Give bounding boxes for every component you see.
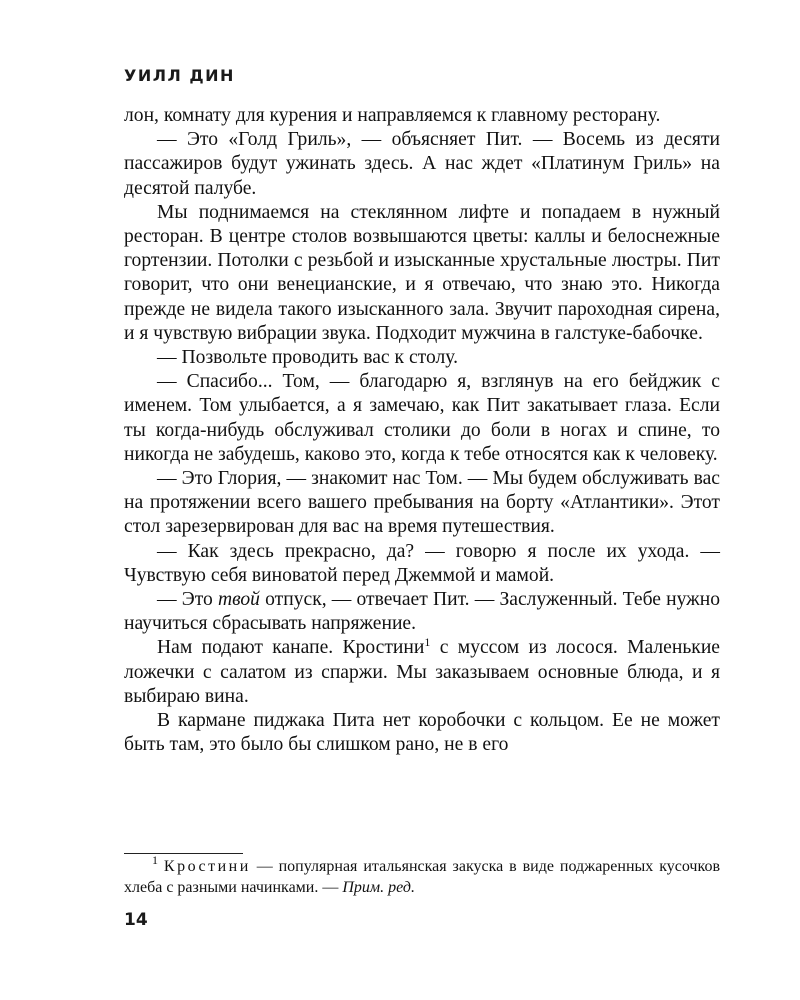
editor-note: Прим. ред. [342,878,415,896]
footnote-text: — популярная итальянская закуска в виде поджаренных кусочков хлеба с разными начинками. — [124,858,720,896]
paragraph-6: — Это Глория, — знакомит нас Том. — Мы будем обслуживать вас на протяжении всего вашего пребывания на борту «Атлантики». Этот стол зарезервирован для вас на время путешествия. [124,468,720,538]
paragraph-2: — Это «Голд Гриль», — объясняет Пит. — Восемь из десяти пассажиров будут ужинать здесь. А нас ждет «Платинум Гриль» на десятой палубе. [124,129,720,199]
paragraph-7: — Как здесь прекрасно, да? — говорю я после их ухода. — Чувствую себя виноватой перед Джеммой и мамой. [124,540,720,586]
footnote-divider [124,853,243,854]
p9-text-start: Нам подают канапе. Кростини [157,637,425,659]
paragraph-9 [124,636,720,709]
p8-emphasis: твой [217,589,260,611]
page-number: 14 [124,910,148,930]
footnote-reference: 1 [424,635,431,650]
p8-text-end: отпуск, — отвечает Пит. — Заслуженный. Тебе нужно научиться сбрасывать напряжение. [124,589,720,635]
p9-text-end: с муссом из лосося. Маленькие ложечки с салатом из спаржи. Мы заказываем основные блюда, и я выбираю вина. [124,637,720,707]
body-text [124,104,720,757]
footnote-term: Кростини [163,858,251,875]
paragraph-10: В кармане пиджака Пита нет коробочки с кольцом. Ее не может быть там, это было бы слишком рано, не в его [124,710,720,756]
paragraph-1: лон, комнату для курения и направляемся к главному ресторану. [124,105,661,126]
paragraph-5: — Спасибо... Том, — благодарю я, взглянув на его бейджик с именем. Том улыбается, а я замечаю, как Пит закатывает глаза. Если ты когда-нибудь обслуживал столики до боли в ногах и спине, то никогда не забудешь, каково это, когда к тебе относятся как к человеку. [124,371,720,465]
paragraph-3: Мы поднимаемся на стеклянном лифте и попадаем в нужный ресторан. В центре столов возвышаются цветы: каллы и белоснежные гортензии. Потолки с резьбой и изысканные хрустальные люстры. Пит говорит, что они венецианские, и я отвечаю, что знаю это. Никогда прежде не видела такого изысканного зала. Звучит пароходная сирена, и я чувствую вибрации звука. Подходит мужчина в галстуке-бабочке. [124,201,720,344]
p8-text-start: — Это [157,589,218,611]
paragraph-8 [124,588,720,636]
running-title: УИЛЛ ДИН [124,66,235,85]
footnote-marker: 1 [152,853,158,867]
footnote [124,853,720,898]
paragraph-4: — Позвольте проводить вас к столу. [157,347,458,369]
